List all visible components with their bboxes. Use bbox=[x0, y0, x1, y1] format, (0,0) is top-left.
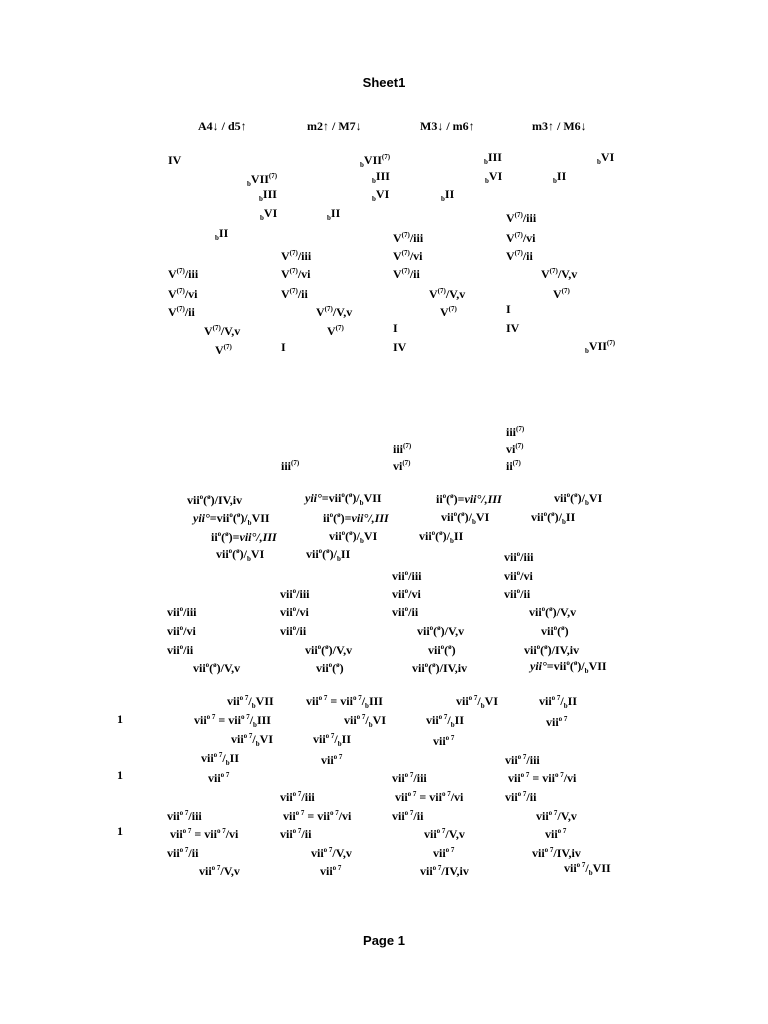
chord-cell: vii$^{o 7}$/V,v bbox=[199, 864, 240, 878]
chord-cell: $_b$II bbox=[327, 206, 341, 222]
chord-cell: vii$^o$/vi bbox=[392, 587, 421, 601]
chord-cell: vii$^o$($^ø$)/IV,iv bbox=[524, 643, 580, 657]
chord-cell: $_b$III bbox=[259, 187, 277, 203]
chord-cell: vii$^o$($^ø$) bbox=[316, 661, 344, 675]
chord-cell: vii$^{o 7}$/ii bbox=[280, 827, 312, 841]
chord-cell: $vii^{o 7} = vii^{o 7}/_bIII$ bbox=[306, 694, 383, 710]
chord-cell: $vii^{o 7}/_bVI$ bbox=[456, 694, 499, 710]
chord-cell: vii$^{o 7}$/IV,iv bbox=[420, 864, 469, 878]
chord-cell: $V^{(7)}/V,v$ bbox=[429, 287, 466, 301]
chord-cell: $V^{(7)}$/iii bbox=[281, 249, 312, 263]
chord-cell: $_bVII^{(7)}$ bbox=[360, 153, 391, 169]
chord-cell: $vii^{o 7}/_bII$ bbox=[539, 694, 578, 710]
chord-cell: I bbox=[393, 321, 398, 335]
chord-cell: $ii^o(^ø)=vii^\circ/,III$ bbox=[436, 492, 502, 506]
chord-cell: $V^{(7)}/vi$ bbox=[168, 287, 198, 301]
chord-cell: $vii^{o 7}/_bVI$ bbox=[231, 732, 274, 748]
chord-cell: $vii^o(^ø)/_bVI$ bbox=[554, 491, 603, 507]
chord-cell: vii$^{o 7}$ bbox=[433, 734, 455, 748]
chord-cell: $yii^\circ=vii^o(^ø)/_bVII$ bbox=[305, 491, 382, 507]
chord-cell: $V^{(7)}/ii$ bbox=[281, 287, 308, 301]
chord-cell: I bbox=[281, 340, 286, 354]
chord-cell: $_b$III bbox=[372, 169, 390, 185]
chord-cell: $V^{(7)}$ bbox=[327, 324, 344, 338]
chord-cell: vii$^{o 7}$/ii bbox=[392, 809, 424, 823]
chord-cell: vii$^{o 7}$/IV,iv bbox=[532, 846, 581, 860]
chord-cell: $vii^{o 7}/_bVII$ bbox=[564, 861, 611, 877]
chord-cell: vii$^{o 7}$/V,v bbox=[536, 809, 577, 823]
chord-cell: vii$^{o 7}$/V,v bbox=[424, 827, 465, 841]
chord-cell: $V^{(7)}$/iii bbox=[393, 231, 424, 245]
chord-cell: $_bVII^{(7)}$ bbox=[247, 172, 278, 188]
column-header: m2↑ / M7↓ bbox=[307, 119, 362, 133]
chord-cell: IV bbox=[506, 321, 520, 335]
chord-cell: vii$^{o 7}$ = vii$^{o 7}$/vi bbox=[395, 790, 464, 804]
chord-cell: vii$^o$($^ø$) bbox=[541, 624, 569, 638]
chord-cell: vii$^o$($^ø$)/V,v bbox=[193, 661, 241, 675]
chord-cell: vii$^{o 7}$ = vii$^{o 7}$/vi bbox=[170, 827, 239, 841]
chord-cell: $vii^{o 7}/_bII$ bbox=[426, 713, 465, 729]
chord-cell: $V^{(7)}$ bbox=[553, 287, 570, 301]
chord-cell: vii$^o$($^ø$) bbox=[428, 643, 456, 657]
chord-cell: iii$^{(7)}$ bbox=[506, 425, 525, 439]
column-header: A4↓ / d5↑ bbox=[198, 119, 247, 133]
chord-cell: $V^{(7)}/vi$ bbox=[393, 249, 423, 263]
chord-cell: $yii^\circ=vii^o(^ø)/_bVII$ bbox=[193, 511, 270, 527]
chord-cell: vii$^{o 7}$/iii bbox=[505, 753, 540, 767]
chord-cell: $V^{(7)}$ bbox=[440, 305, 457, 319]
chord-cell: $V^{(7)}/V,v$ bbox=[316, 305, 353, 319]
chord-cell: $ii^o(^ø)=vii^\circ/,III$ bbox=[211, 530, 277, 544]
chord-cell: vii$^o$/vi bbox=[167, 624, 196, 638]
chord-cell: vii$^{o 7}$/iii bbox=[167, 809, 202, 823]
chord-cell: vii$^{o 7}$ = vii$^{o 7}$/vi bbox=[283, 809, 352, 823]
chord-cell: vii$^{o 7}$/ii bbox=[505, 790, 537, 804]
chord-cell: $_b$II bbox=[215, 226, 229, 242]
chord-cell: $vii^o(^ø)/_bVI$ bbox=[216, 547, 265, 563]
chord-cell: vii$^o$/ii bbox=[167, 643, 194, 657]
chord-cell: $_b$VI bbox=[597, 150, 615, 166]
chord-cell: iii$^{(7)}$ bbox=[393, 442, 412, 456]
chord-cell: vii$^{o 7}$ bbox=[208, 771, 230, 785]
chord-cell: $vii^{o 7}/_bII$ bbox=[313, 732, 352, 748]
chord-cell: $_b$II bbox=[553, 169, 567, 185]
chord-cell: vii$^o$/iii bbox=[504, 550, 534, 564]
chord-cell: $V^{(7)}/V,v$ bbox=[541, 267, 578, 281]
chord-cell: $V^{(7)}$/iii bbox=[506, 211, 537, 225]
page-title: Sheet1 bbox=[362, 75, 406, 90]
chord-cell: IV bbox=[168, 153, 182, 167]
column-header: m3↑ / M6↓ bbox=[532, 119, 587, 133]
chord-cell: vii$^o$($^ø$)/IV,iv bbox=[187, 493, 243, 507]
chord-cell: vii$^{o 7}$/iii bbox=[280, 790, 315, 804]
chord-cell: vii$^{o 7}$ = vii$^{o 7}$/vi bbox=[508, 771, 577, 785]
chord-cell: vii$^{o 7}$/iii bbox=[392, 771, 427, 785]
chord-cell: vii$^o$/ii bbox=[504, 587, 531, 601]
page-number: Page 1 bbox=[363, 933, 405, 948]
chord-cell: vii$^o$/ii bbox=[280, 624, 307, 638]
chord-cell: vii$^o$/vi bbox=[280, 605, 309, 619]
chord-cell: $_bVII^{(7)}$ bbox=[585, 339, 616, 355]
chord-cell: vii$^o$/vi bbox=[504, 569, 533, 583]
chord-cell: vii$^o$/iii bbox=[167, 605, 197, 619]
chord-cell: $V^{(7)}/ii$ bbox=[393, 267, 420, 281]
chord-cell: $_b$VI bbox=[260, 206, 278, 222]
chord-cell: vii$^{o 7}$ bbox=[545, 827, 567, 841]
chord-cell: vii$^{o 7}$ bbox=[433, 846, 455, 860]
chord-cell: $vii^{o 7}/_bII$ bbox=[201, 751, 240, 767]
chord-cell: $vii^{o 7} = vii^{o 7}/_bIII$ bbox=[194, 713, 271, 729]
chord-cell: vii$^o$($^ø$)/V,v bbox=[529, 605, 577, 619]
chord-cell: $V^{(7)}$/iii bbox=[168, 267, 199, 281]
chord-cell: $V^{(7)}/ii$ bbox=[506, 249, 533, 263]
chord-cell: vii$^{o 7}$/ii bbox=[167, 846, 199, 860]
chord-cell: $vii^{o 7}/_bVII$ bbox=[227, 694, 274, 710]
chord-cell: $vii^o(^ø)/_bII$ bbox=[306, 547, 351, 563]
chord-cell: vii$^o$/iii bbox=[392, 569, 422, 583]
chord-cell: vii$^{o 7}$ bbox=[546, 715, 568, 729]
chord-cell: $vii^o(^ø)/_bVI$ bbox=[441, 510, 490, 526]
chord-cell: $vi^{(7)}$ bbox=[393, 459, 411, 473]
chord-cell: $V^{(7)}/vi$ bbox=[506, 231, 536, 245]
chord-cell: $ii^{(7)}$ bbox=[506, 459, 521, 473]
chord-cell: $vi^{(7)}$ bbox=[506, 442, 524, 456]
chord-cell: vii$^o$/ii bbox=[392, 605, 419, 619]
row-label: 1 bbox=[117, 824, 123, 838]
chord-cell: vii$^o$/iii bbox=[280, 587, 310, 601]
chord-cell: vii$^o$($^ø$)/IV,iv bbox=[412, 661, 468, 675]
chord-cell: $_b$VI bbox=[372, 187, 390, 203]
chord-cell: $vii^o(^ø)/_bII$ bbox=[531, 510, 576, 526]
chord-cell: $vii^o(^ø)/_bVI$ bbox=[329, 529, 378, 545]
chord-cell: vii$^o$($^ø$)/V,v bbox=[417, 624, 465, 638]
chord-cell: $V^{(7)}/ii$ bbox=[168, 305, 195, 319]
chord-cell: iii$^{(7)}$ bbox=[281, 459, 300, 473]
chord-cell: $_b$III bbox=[484, 150, 502, 166]
chord-cell: IV bbox=[393, 340, 407, 354]
chord-cell: vii$^{o 7}$ bbox=[321, 753, 343, 767]
chord-cell: vii$^{o 7}$/V,v bbox=[311, 846, 352, 860]
chord-cell: $_b$VI bbox=[485, 169, 503, 185]
chord-cell: $V^{(7)}/vi$ bbox=[281, 267, 311, 281]
chord-cell: vii$^o$($^ø$)/V,v bbox=[305, 643, 353, 657]
chord-cell: vii$^{o 7}$ bbox=[320, 864, 342, 878]
chord-cell: $yii^\circ=vii^o(^ø)/_bVII$ bbox=[530, 659, 607, 675]
chord-cell: $ii^o(^ø)=vii^\circ/,III$ bbox=[323, 511, 389, 525]
chord-cell: I bbox=[506, 302, 511, 316]
row-label: 1 bbox=[117, 768, 123, 782]
chord-cell: $vii^o(^ø)/_bII$ bbox=[419, 529, 464, 545]
row-label: 1 bbox=[117, 712, 123, 726]
column-header: M3↓ / m6↑ bbox=[420, 119, 475, 133]
chord-cell: $V^{(7)}$ bbox=[215, 343, 232, 357]
chord-cell: $V^{(7)}/V,v$ bbox=[204, 324, 241, 338]
chord-cell: $_b$II bbox=[441, 187, 455, 203]
chord-cell: $vii^{o 7}/_bVI$ bbox=[344, 713, 387, 729]
